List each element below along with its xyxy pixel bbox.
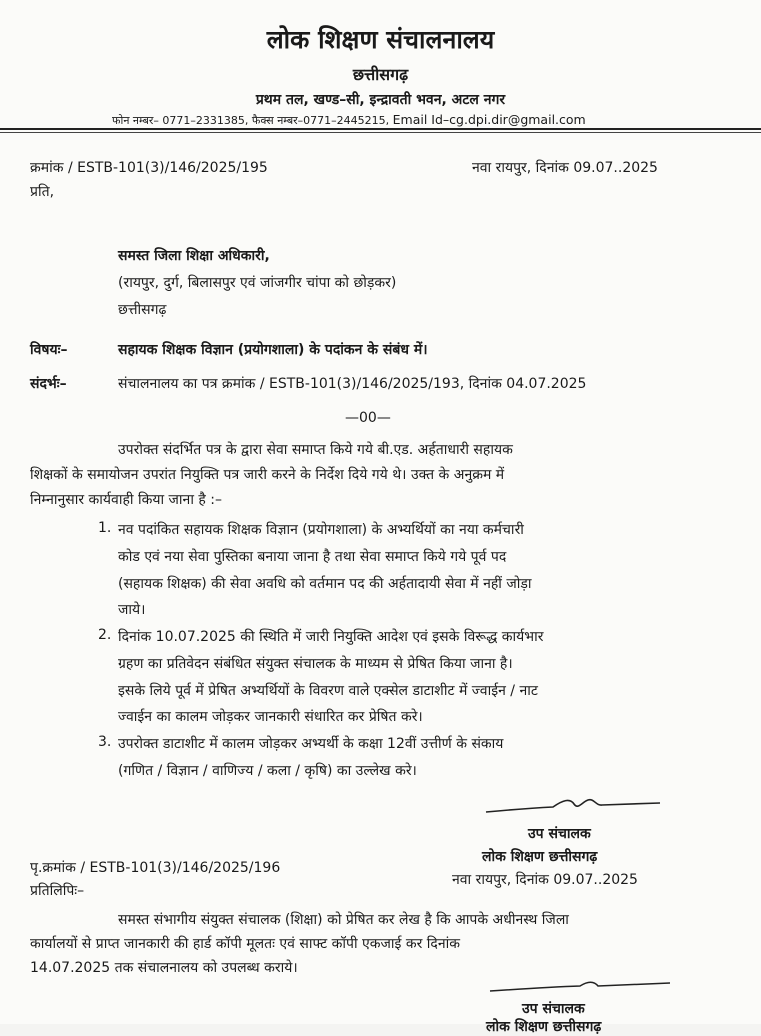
subject-text: सहायक शिक्षक विज्ञान (प्रयोगशाला) के पदांकन के संबंध में। — [118, 342, 428, 358]
separator: —00— — [345, 410, 391, 426]
contact-email: Email Id–cg.dpi.dir@gmail.com — [392, 112, 586, 127]
signatory-designation-2: उप संचालक — [522, 1001, 585, 1017]
signatory-office-2: लोक शिक्षण छत्तीसगढ़ — [486, 1019, 602, 1035]
point-3-number: 3. — [98, 734, 112, 750]
point-1-line-2: कोड एवं नया सेवा पुस्तिका बनाया जाना है तथा सेवा समाप्त किये गये पूर्व पद — [118, 549, 507, 565]
copy-line-3: 14.07.2025 तक संचालनालय को उपलब्ध कराये। — [30, 960, 298, 976]
contact-numbers: फोन नम्बर– 0771–2331385, फैक्स नम्बर–0771–2445215, — [112, 114, 390, 127]
reference-text: संचालनालय का पत्र क्रमांक / ESTB-101(3)/146/2025/193, दिनांक 04.07.2025 — [118, 376, 587, 392]
copy-label: प्रतिलिपिः– — [30, 883, 85, 899]
office-title: लोक शिक्षण संचालनालय — [266, 25, 495, 54]
point-1-line-3: (सहायक शिक्षक) की सेवा अवधि को वर्तमान पद की अर्हतादायी सेवा में नहीं जोड़ा — [118, 576, 532, 592]
signatory-office: लोक शिक्षण छत्तीसगढ़ — [482, 849, 598, 865]
subject-label: विषयः– — [30, 342, 68, 358]
recipient-line-1: समस्त जिला शिक्षा अधिकारी, — [118, 248, 270, 264]
office-address: प्रथम तल, खण्ड–सी, इन्द्रावती भवन, अटल नगर — [255, 92, 506, 108]
recipient-line-3: छत्तीसगढ़ — [118, 302, 167, 318]
office-contact — [112, 112, 586, 128]
point-2-line-1: दिनांक 10.07.2025 की स्थिति में जारी नियुक्ति आदेश एवं इसके विरूद्ध कार्यभार — [118, 629, 544, 645]
point-3-line-1: उपरोक्त डाटाशीट में कालम जोड़कर अभ्यर्थी के कक्षा 12वीं उत्तीर्ण के संकाय — [118, 736, 504, 752]
reference-number: क्रमांक / ESTB-101(3)/146/2025/195 — [30, 160, 268, 176]
endorsement-reference: पृ.क्रमांक / ESTB-101(3)/146/2025/196 — [30, 860, 281, 876]
point-2-number: 2. — [98, 627, 112, 643]
point-2-line-4: ज्वाईन का कालम जोड़कर जानकारी संधारित कर प्रेषित करे। — [118, 709, 423, 725]
copy-line-1: समस्त संभागीय संयुक्त संचालक (शिक्षा) को प्रेषित कर लेख है कि आपके अधीनस्थ जिला — [118, 912, 569, 928]
letterhead-rule-thin — [0, 132, 761, 133]
prati-label: प्रति, — [30, 184, 55, 200]
letterhead-rule — [0, 128, 761, 130]
point-1-line-1: नव पदांकित सहायक शिक्षक विज्ञान (प्रयोगशाला) के अभ्यर्थियों का नया कर्मचारी — [118, 522, 524, 538]
body-line-1: उपरोक्त संदर्भित पत्र के द्वारा सेवा समाप्त किये गये बी.एड. अर्हताधारी सहायक — [118, 442, 513, 458]
point-1-line-4: जाये। — [118, 602, 146, 618]
body-line-2: शिक्षकों के समायोजन उपरांत नियुक्ति पत्र जारी करने के निर्देश दिये गये थे। उक्त के अनुक्रम में — [30, 467, 505, 483]
point-2-line-2: ग्रहण का प्रतिवेदन संबंधित संयुक्त संचालक के माध्यम से प्रेषित किया जाना है। — [118, 656, 513, 672]
recipient-line-2: (रायपुर, दुर्ग, बिलासपुर एवं जांजगीर चांपा को छोड़कर) — [118, 275, 397, 291]
point-2-line-3: इसके लिये पूर्व में प्रेषित अभ्यर्थियों के विवरण वाले एक्सेल डाटाशीट में ज्वाईन / नाट — [118, 683, 538, 699]
body-line-3: निम्नानुसार कार्यवाही किया जाना है :– — [30, 492, 222, 508]
endorsement-date: नवा रायपुर, दिनांक 09.07..2025 — [452, 872, 638, 888]
letter-date: नवा रायपुर, दिनांक 09.07..2025 — [472, 160, 658, 176]
signature-mark — [478, 790, 668, 826]
point-3-line-2: (गणित / विज्ञान / वाणिज्य / कला / कृषि) का उल्लेख करे। — [118, 763, 417, 779]
point-1-number: 1. — [98, 520, 112, 536]
copy-line-2: कार्यालयों से प्राप्त जानकारी की हार्ड कॉपी मूलतः एवं साफ्ट कॉपी एकजाई कर दिनांक — [30, 936, 460, 952]
office-state: छत्तीसगढ़ — [352, 65, 409, 84]
signatory-designation: उप संचालक — [528, 826, 591, 842]
reference-label: संदर्भः– — [30, 376, 67, 392]
